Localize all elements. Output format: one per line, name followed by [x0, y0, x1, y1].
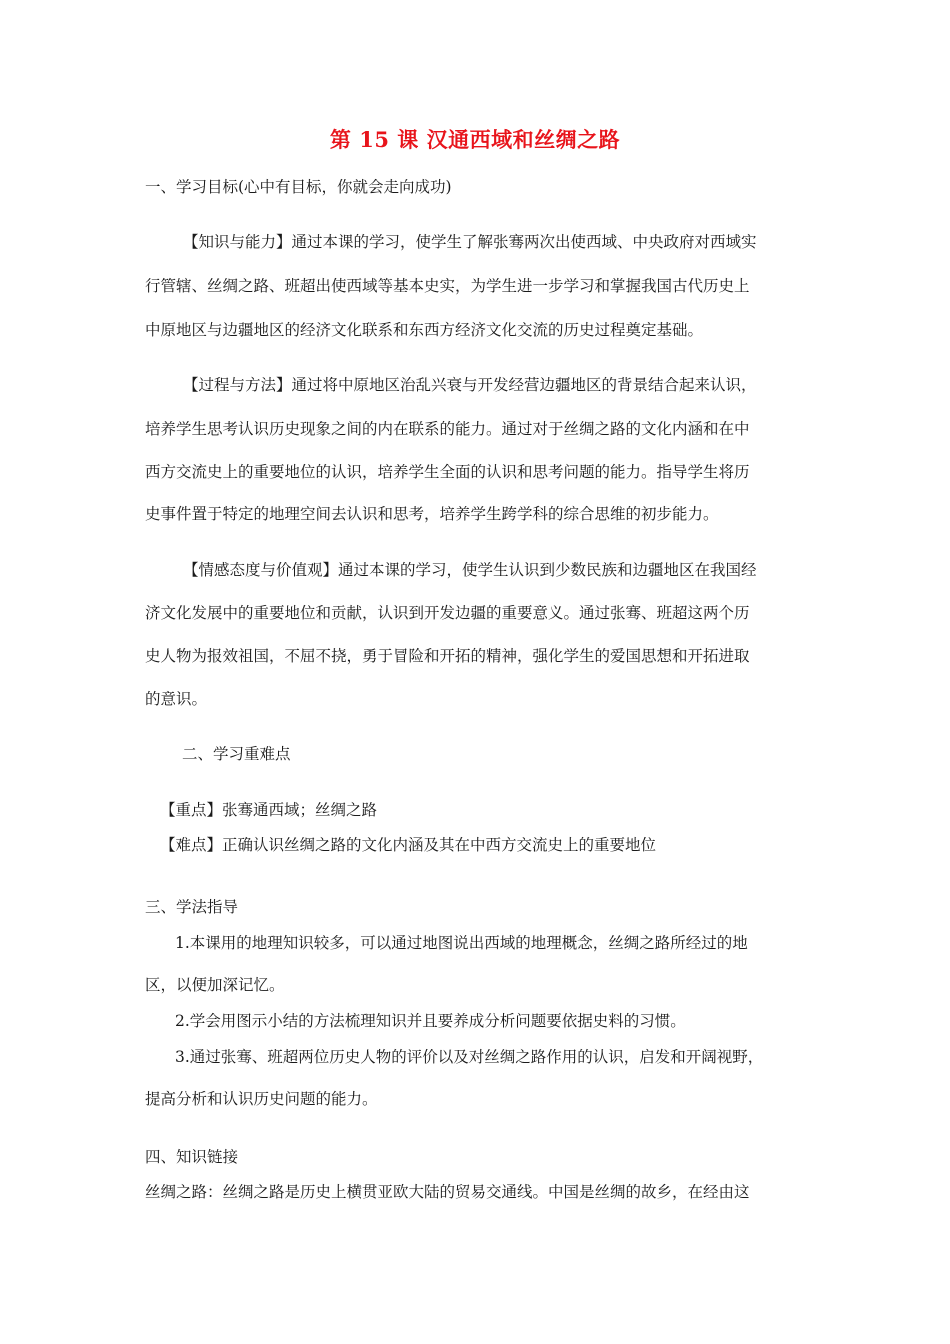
knowledge-link-text: 丝绸之路：丝绸之路是历史上横贯亚欧大陆的贸易交通线。中国是丝绸的故乡，在经由这 [145, 1183, 750, 1201]
method-item-3-line-2: 提高分析和认识历史问题的能力。 [145, 1090, 378, 1108]
section-3-heading: 三、学法指导 [145, 898, 239, 916]
section-1-heading: 一、学习目标(心中有目标，你就会走向成功) [145, 178, 452, 196]
knowledge-line-2: 行管辖、丝绸之路、班超出使西域等基本史实，为学生进一步学习和掌握我国古代历史上 [145, 277, 750, 295]
method-item-3-line-1: 3.通过张骞、班超两位历史人物的评价以及对丝绸之路作用的认识，启发和开阔视野， [175, 1048, 764, 1066]
emotion-line-1: 【情感态度与价值观】通过本课的学习，使学生认识到少数民族和边疆地区在我国经 [183, 561, 757, 579]
section-4-heading: 四、知识链接 [145, 1148, 239, 1166]
section-2-heading: 二、学习重难点 [182, 745, 291, 763]
key-point: 【重点】张骞通西域；丝绸之路 [160, 801, 378, 819]
emotion-line-3: 史人物为报效祖国，不屈不挠，勇于冒险和开拓的精神，强化学生的爱国思想和开拓进取 [145, 647, 750, 665]
process-line-4: 史事件置于特定的地理空间去认识和思考，培养学生跨学科的综合思维的初步能力。 [145, 505, 719, 523]
process-line-3: 西方交流史上的重要地位的认识，培养学生全面的认识和思考问题的能力。指导学生将历 [145, 463, 750, 481]
lesson-title: 第 15 课 汉通西域和丝绸之路 [329, 127, 621, 152]
process-line-1: 【过程与方法】通过将中原地区治乱兴衰与开发经营边疆地区的背景结合起来认识， [183, 376, 757, 394]
emotion-line-2: 济文化发展中的重要地位和贡献，认识到开发边疆的重要意义。通过张骞、班超这两个历 [145, 604, 750, 622]
method-item-1-line-2: 区，以便加深记忆。 [145, 976, 285, 994]
method-item-1-line-1: 1.本课用的地理知识较多，可以通过地图说出西域的地理概念，丝绸之路所经过的地 [175, 934, 748, 952]
emotion-line-4: 的意识。 [145, 690, 208, 708]
method-item-2: 2.学会用图示小结的方法梳理知识并且要养成分析问题要依据史料的习惯。 [175, 1012, 686, 1030]
knowledge-line-3: 中原地区与边疆地区的经济文化联系和东西方经济文化交流的历史过程奠定基础。 [145, 321, 704, 339]
knowledge-line-1: 【知识与能力】通过本课的学习，使学生了解张骞两次出使西域、中央政府对西域实 [183, 233, 757, 251]
difficult-point: 【难点】正确认识丝绸之路的文化内涵及其在中西方交流史上的重要地位 [160, 836, 657, 854]
process-line-2: 培养学生思考认识历史现象之间的内在联系的能力。通过对于丝绸之路的文化内涵和在中 [145, 420, 750, 438]
